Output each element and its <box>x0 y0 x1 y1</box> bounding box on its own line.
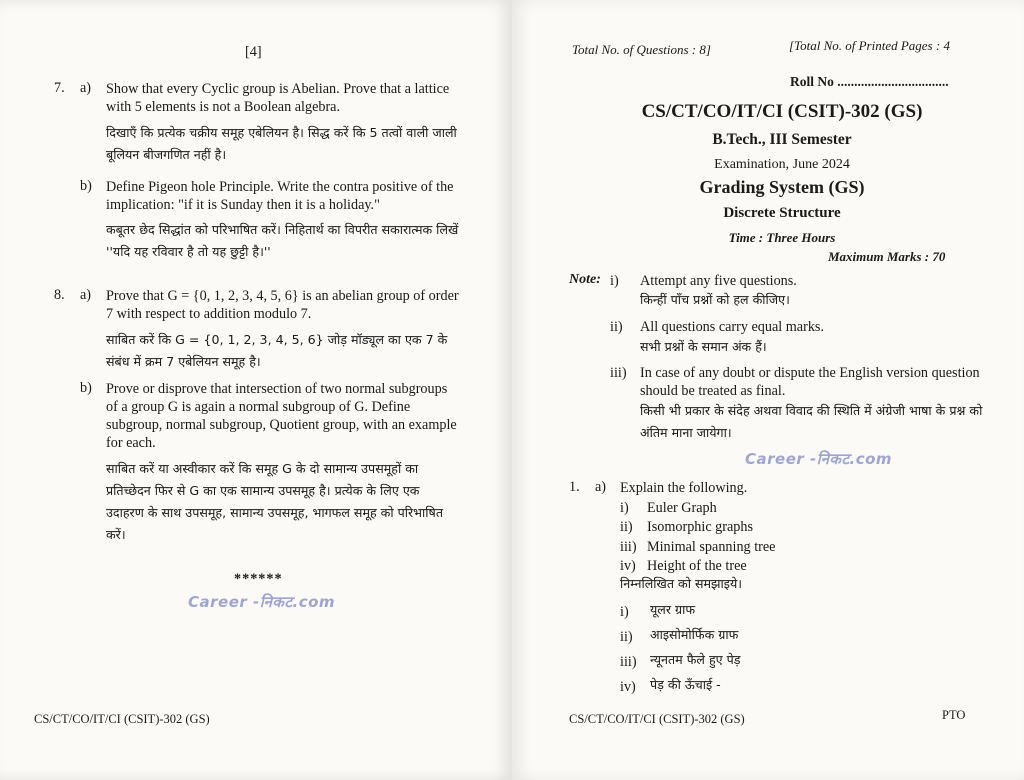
q1-item-2-text: Isomorphic graphs <box>647 519 753 535</box>
roll-number-field: Roll No ................................. <box>790 74 949 89</box>
question-7b-english: Define Pigeon hole Principle. Write the contra positive of the implication: "if it is Sunday then it is a holiday." <box>106 179 454 213</box>
question-8a-hindi: साबित करें कि G = {0, 1, 2, 3, 4, 5, 6} जोड़ मॉड्यूल का एक 7 के संबंध में क्रम 7 एबेलियन समूह है। <box>106 332 448 369</box>
question-8b-hindi: साबित करें या अस्वीकार करें कि समूह G के दो सामान्य उपसमूहों का प्रतिच्छेदन फिर से G का एक सामान्य उपसमूह है। प्रत्येक के लिए एक उदाहरण के साथ उपसमूह, सामान्य उपसमूह, भागफल समूह को परिभाषित करें। <box>106 461 444 542</box>
q1-hindi-item-4-label: iv) <box>620 679 636 695</box>
watermark-left: Career -निकट.com <box>188 593 336 611</box>
exam-session: Examination, June 2024 <box>714 157 850 172</box>
question-1a-intro-hindi: निम्नलिखित को समझाइये। <box>620 576 743 591</box>
question-1-number: 1. <box>569 479 580 495</box>
subject-name: Discrete Structure <box>723 205 841 221</box>
course-title: B.Tech., III Semester <box>712 131 852 148</box>
q1-item-1-label: i) <box>620 500 629 516</box>
note-2-english: All questions carry equal marks. <box>640 319 824 335</box>
q1-hindi-item-4-text: पेड़ की ऊँचाई - <box>650 677 721 692</box>
question-8a-label: a) <box>80 287 92 303</box>
page-number: [4] <box>245 44 262 60</box>
q1-item-3-label: iii) <box>620 539 637 555</box>
question-1a-intro: Explain the following. <box>620 480 748 496</box>
total-questions: Total No. of Questions : 8] <box>572 42 711 57</box>
q1-hindi-item-2-text: आइसोमोर्फिक ग्राफ <box>650 627 739 642</box>
question-7a-english: Show that every Cyclic group is Abelian. Prove that a lattice with 5 elements is not a Boolean algebra. <box>106 81 450 115</box>
note-1-english: Attempt any five questions. <box>640 273 797 289</box>
q1-hindi-item-3-text: न्यूनतम फैले हुए पेड़ <box>650 652 741 667</box>
please-turn-over: PTO <box>942 708 966 722</box>
q1-item-4-text: Height of the tree <box>647 558 747 574</box>
note-3-hindi: किसी भी प्रकार के संदेह अथवा विवाद की स्थिति में अंग्रेजी भाषा के प्रश्न को अंतिम माना जायेगा। <box>640 403 983 440</box>
footer-paper-code-left: CS/CT/CO/IT/CI (CSIT)-302 (GS) <box>34 712 210 726</box>
note-2-hindi: सभी प्रश्नों के समान अंक हैं। <box>640 339 767 354</box>
question-7-number: 7. <box>54 80 65 96</box>
note-2-label: ii) <box>610 319 623 335</box>
q1-item-4-label: iv) <box>620 558 636 574</box>
question-8b-label: b) <box>80 380 92 396</box>
q1-item-3-text: Minimal spanning tree <box>647 539 776 555</box>
q1-hindi-item-2-label: ii) <box>620 629 633 645</box>
time-allowed: Time : Three Hours <box>728 230 836 245</box>
question-8b-english: Prove or disprove that intersection of two normal subgroups of a group G is again a normal subgroup of G. Define subgroup, normal subgroup, Quotient group, with an example for each. <box>106 381 457 451</box>
question-7a-label: a) <box>80 80 92 96</box>
question-7a-hindi: दिखाएँ कि प्रत्येक चक्रीय समूह एबेलियन है। सिद्ध करें कि 5 तत्वों वाली जाली बूलियन बीजगणित नहीं है। <box>106 125 457 162</box>
paper-code-title: CS/CT/CO/IT/CI (CSIT)-302 (GS) <box>641 101 923 122</box>
note-label: Note: <box>569 272 601 287</box>
right-page <box>512 0 1024 780</box>
watermark-right: Career -निकट.com <box>745 450 893 468</box>
question-8-number: 8. <box>54 287 65 303</box>
footer-paper-code-right: CS/CT/CO/IT/CI (CSIT)-302 (GS) <box>569 712 745 726</box>
note-1-hindi: किन्हीं पाँच प्रश्नों को हल कीजिए। <box>640 292 790 307</box>
q1-hindi-item-3-label: iii) <box>620 654 637 670</box>
question-7b-label: b) <box>80 178 92 194</box>
total-printed-pages: [Total No. of Printed Pages : 4 <box>789 38 950 53</box>
q1-item-2-label: ii) <box>620 519 633 535</box>
question-8a-english: Prove that G = {0, 1, 2, 3, 4, 5, 6} is an abelian group of order 7 with respect to addition modulo 7. <box>106 288 459 322</box>
q1-item-1-text: Euler Graph <box>647 500 717 516</box>
grading-system: Grading System (GS) <box>699 177 865 197</box>
q1-hindi-item-1-text: यूलर ग्राफ <box>650 602 696 617</box>
end-marker: ****** <box>234 571 283 587</box>
question-1a-label: a) <box>595 479 607 495</box>
maximum-marks: Maximum Marks : 70 <box>828 249 946 264</box>
q1-hindi-item-1-label: i) <box>620 604 629 620</box>
question-7b-hindi: कबूतर छेद सिद्धांत को परिभाषित करें। निहितार्थ का विपरीत सकारात्मक लिखें ''यदि यह रविवार है तो यह छुट्टी है।'' <box>106 222 459 259</box>
note-3-english: In case of any doubt or dispute the English version question should be treated as final. <box>640 365 980 399</box>
note-1-label: i) <box>610 273 619 289</box>
note-3-label: iii) <box>610 365 627 381</box>
